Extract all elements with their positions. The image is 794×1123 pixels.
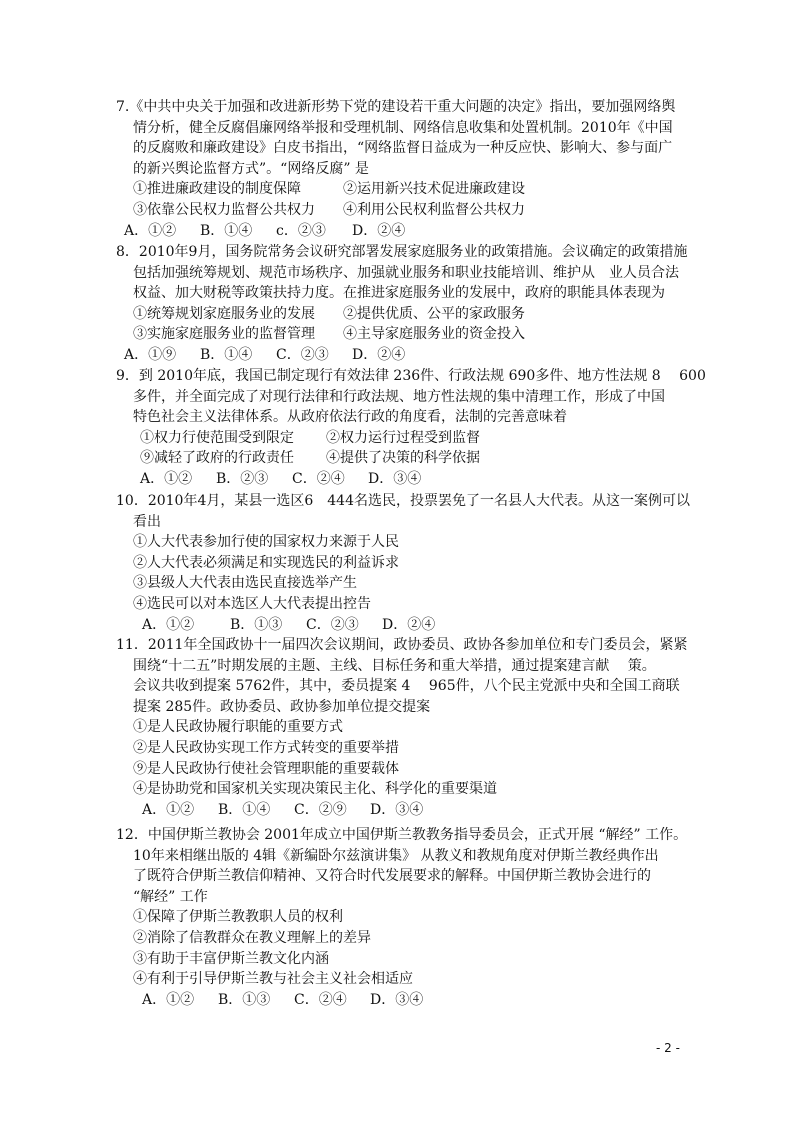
answer-a: A．①⑨ [124,346,177,363]
question-stem-line: 10．2010年4月，某县一选区6 444名选民，投票罢免了一名县人大代表。从这一案例可以 [116,493,690,509]
answer-c: C．②④ [292,470,345,487]
question-stem-line: 9．到 2010年底，我国已制定现行有效法律 236件、行政法规 690多件、地方性法规 8 600 [116,368,706,384]
option-2: ②运用新兴技术促进廉政建设 [343,181,525,198]
question-stem-line: 的新兴舆论监督方式”。“网络反腐” 是 [133,160,369,177]
option-4: ④是协助党和国家机关实现决策民主化、科学化的重要渠道 [133,781,497,798]
answer-d: D．③④ [370,991,424,1008]
answer-choices [116,345,696,366]
question-stem-line: 10年来相继出版的 4辑《新编卧尔兹演讲集》 从教义和教规角度对伊斯兰教经典作出 [133,847,659,864]
question-stem-line: 情分析，健全反腐倡廉网络举报和受理机制、网络信息收集和处置机制。2010年《中国 [133,119,673,136]
page-number: - 2 - [656,1041,680,1055]
question-stem-line: 了既符合伊斯兰教信仰精神、又符合时代发展要求的解释。中国伊斯兰教协会进行的 [133,868,651,885]
answer-d: D．③④ [368,470,422,487]
option-3: ⑨减轻了政府的行政责任 [140,450,294,467]
option-row [116,304,696,325]
answer-a: A．①② [140,470,193,487]
option-4: ④有利于引导伊斯兰教与社会主义社会相适应 [133,971,413,988]
question-stem-line: 11．2011年全国政协十一届四次会议期间，政协委员、政协各参加单位和专门委员会，紧紧 [116,637,688,653]
question-7 [116,97,696,241]
question-11 [116,635,696,820]
option-3: ③依靠公民权力监督公共权力 [133,201,315,218]
question-stem-line: 提案 285件。政协委员、政协参加单位提交提案 [133,698,431,715]
answer-b: B．①④ [200,222,253,239]
answer-a: A．①② [124,222,177,239]
option-2: ②权力运行过程受到监督 [326,429,480,446]
answer-c: C．②③ [306,616,359,633]
option-1: ①权力行使范围受到限定 [140,429,294,446]
option-4: ④主导家庭服务业的资金投入 [343,326,525,343]
answer-d: D．②④ [352,346,406,363]
option-4: ④选民可以对本选区人大代表提出控告 [133,595,371,612]
answer-a: A．①② [142,616,195,633]
option-row [116,448,696,469]
answer-choices [116,615,696,636]
question-stem-line: 包括加强统筹规划、规范市场秩序、加强就业服务和职业技能培训、维护从 业人员合法 [133,264,679,281]
question-stem-line: 会议共收到提案 5762件，其中，委员提案 4 965件，八个民主党派中央和全国工商联 [133,678,680,695]
question-stem-line: “解经” 工作 [133,888,208,905]
question-stem-line: 权益、加大财税等政策扶持力度。在推进家庭服务业的发展中，政府的职能具体表现为 [133,285,665,302]
answer-choices [116,469,696,490]
question-8 [116,242,696,366]
option-1: ①保障了伊斯兰教教职人员的权利 [133,909,343,926]
option-4: ④提供了决策的科学依据 [326,450,480,467]
option-2: ②人大代表必须满足和实现选民的利益诉求 [133,554,399,571]
option-2: ②消除了信教群众在教义理解上的差异 [133,929,371,946]
answer-d: D．③④ [370,801,424,818]
answer-d: D．②④ [352,222,406,239]
option-3: ⑨是人民政协行使社会管理职能的重要载体 [133,760,399,777]
answer-c: C．②③ [276,346,329,363]
answer-choices [116,221,696,242]
question-stem-line: 的反腐败和廉政建设》白皮书指出，“网络监督日益成为一种反应快、影响大、参与面广 [133,140,673,157]
option-2: ②提供优质、公平的家政服务 [343,305,525,322]
option-row [116,179,696,200]
answer-c: c．②③ [276,222,326,239]
answer-b: B．①④ [218,801,271,818]
question-12 [116,825,696,1010]
question-stem-line: 8．2010年9月，国务院常务会议研究部署发展家庭服务业的政策措施。会议确定的政策措施 [116,244,688,260]
answer-a: A．①② [142,801,195,818]
option-1: ①推进廉政建设的制度保障 [133,181,301,198]
question-stem-line: 7.《中共中央关于加强和改进新形势下党的建设若干重大问题的决定》指出，要加强网络舆 [116,99,676,115]
option-row [116,200,696,221]
answer-c: C．②④ [294,991,347,1008]
option-3: ③县级人大代表由选民直接选举产生 [133,575,357,592]
question-stem-line: 多件，并全面完成了对现行法律和行政法规、地方性法规的集中清理工作，形成了中国 [133,388,665,405]
question-stem-line: 12．中国伊斯兰教协会 2001年成立中国伊斯兰教教务指导委员会，正式开展 “解经” 工作。 [116,827,688,843]
option-row [116,324,696,345]
answer-a: A．①② [142,991,195,1008]
option-4: ④利用公民权利监督公共权力 [343,201,525,218]
question-stem-line: 特色社会主义法律体系。从政府依法行政的角度看，法制的完善意味着 [133,409,567,426]
answer-b: B．①④ [200,346,253,363]
option-2: ②是人民政协实现工作方式转变的重要举措 [133,739,399,756]
answer-choices [116,990,696,1011]
option-row [116,428,696,449]
question-10 [116,491,696,635]
question-stem-line: 看出 [133,513,161,530]
answer-b: B．②③ [216,470,269,487]
question-stem-line: 围绕“十二五”时期发展的主题、主线、目标任务和重大举措，通过提案建言献 策。 [133,657,656,674]
answer-b: B．①③ [230,616,283,633]
option-3: ③实施家庭服务业的监督管理 [133,326,315,343]
question-9 [116,366,706,490]
option-1: ①人大代表参加行使的国家权力来源于人民 [133,534,399,551]
option-1: ①统筹规划家庭服务业的发展 [133,305,315,322]
answer-b: B．①③ [218,991,271,1008]
option-3: ③有助于丰富伊斯兰教文化内涵 [133,950,329,967]
answer-c: C．②⑨ [294,801,347,818]
answer-choices [116,800,696,821]
option-1: ①是人民政协履行职能的重要方式 [133,719,343,736]
answer-d: D．②④ [382,616,436,633]
